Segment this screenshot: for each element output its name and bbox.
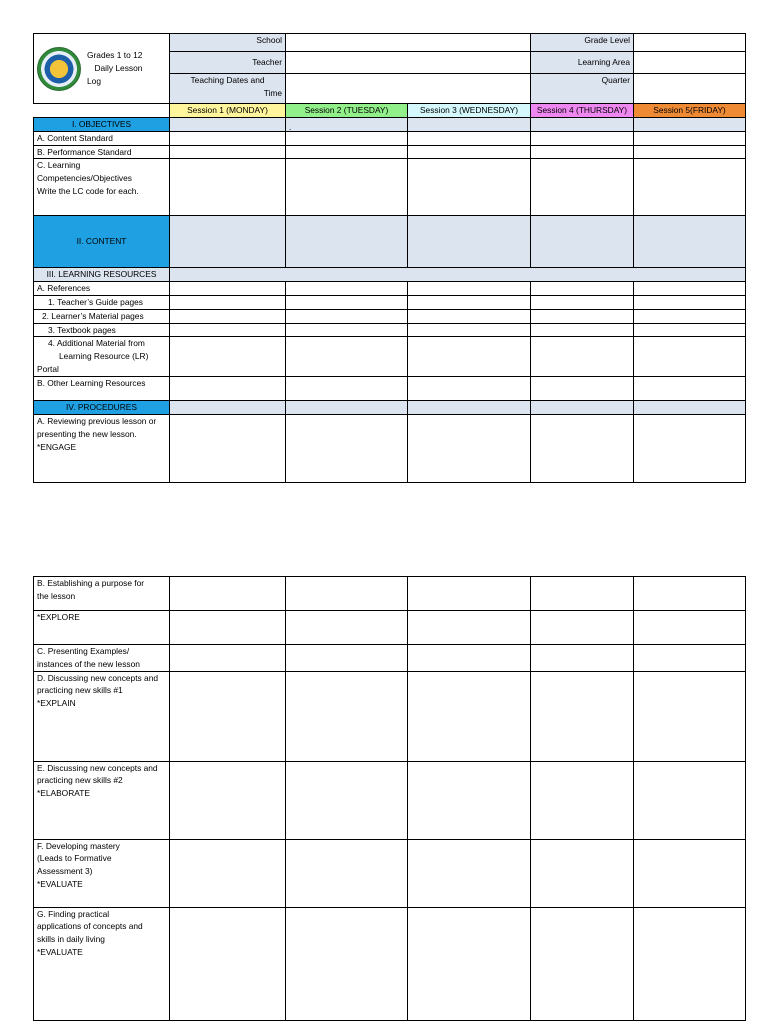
cell[interactable] [170, 337, 286, 377]
cell[interactable] [286, 839, 408, 907]
school-field[interactable] [286, 34, 531, 52]
session-3-header: Session 3 (WEDNESDAY) [408, 104, 531, 118]
cell[interactable] [531, 377, 634, 401]
cell[interactable] [408, 282, 531, 296]
teaching-dates-field[interactable] [286, 74, 531, 104]
cell[interactable] [408, 323, 531, 337]
cell[interactable] [634, 761, 746, 839]
competencies-line-1: C. Learning [37, 160, 81, 171]
cell[interactable] [170, 907, 286, 1020]
quarter-label: Quarter [531, 74, 634, 104]
cell[interactable] [634, 377, 746, 401]
procedures-gray-2 [286, 401, 408, 415]
content-cell-4[interactable] [531, 216, 634, 268]
learning-area-field[interactable] [634, 52, 746, 74]
explore-label: *EXPLORE [34, 611, 170, 645]
cell[interactable] [408, 671, 531, 761]
discussing-1-line-1: D. Discussing new concepts and [37, 672, 159, 683]
dll-table-page1 [33, 33, 746, 483]
cell[interactable] [408, 309, 531, 323]
competencies-line-2: Competencies/Objectives [37, 173, 132, 184]
cell[interactable] [408, 337, 531, 377]
learning-resources-bar [170, 268, 746, 282]
cell[interactable] [634, 839, 746, 907]
learning-resources-header: III. LEARNING RESOURCES [34, 268, 170, 282]
reviewing-line-3: *ENGAGE [37, 441, 77, 452]
cell[interactable] [634, 577, 746, 611]
practical-line-2: applications of concepts and [37, 921, 143, 932]
cell[interactable] [408, 761, 531, 839]
cell[interactable] [170, 645, 286, 672]
cell[interactable] [531, 611, 634, 645]
cell[interactable] [286, 377, 408, 401]
content-cell-1[interactable] [170, 216, 286, 268]
cell[interactable] [531, 337, 634, 377]
cell[interactable] [531, 309, 634, 323]
discussing-2-line-1: E. Discussing new concepts and [37, 762, 158, 773]
cell[interactable] [531, 671, 634, 761]
competencies-label [34, 159, 170, 216]
additional-line-1: 4. Additional Material from [48, 338, 145, 349]
establishing-label [34, 577, 170, 611]
cell[interactable] [170, 295, 286, 309]
practical-line-1: G. Finding practical [37, 908, 110, 919]
discussing-1-line-3: *EXPLAIN [37, 698, 76, 709]
cell[interactable] [634, 611, 746, 645]
title-line-2: Daily Lesson [94, 63, 143, 73]
references-label: A. References [34, 282, 170, 296]
additional-line-2: Learning Resource (LR) [59, 351, 149, 362]
session-header-blank [34, 104, 170, 118]
content-cell-3[interactable] [408, 216, 531, 268]
cell[interactable] [286, 577, 408, 611]
practical-line-3: skills in daily living [37, 934, 105, 945]
cell[interactable] [531, 159, 634, 216]
session-4-header: Session 4 (THURSDAY) [531, 104, 634, 118]
session-2-header: Session 2 (TUESDAY) [286, 104, 408, 118]
objectives-header: I. OBJECTIVES [34, 118, 170, 132]
reviewing-line-2: presenting the new lesson. [37, 428, 137, 439]
mastery-label [34, 839, 170, 907]
cell[interactable] [408, 839, 531, 907]
cell[interactable] [531, 577, 634, 611]
cell[interactable] [170, 611, 286, 645]
discussing-2-label [34, 761, 170, 839]
textbook-label: 3. Textbook pages [34, 323, 170, 337]
learning-area-label: Learning Area [531, 52, 634, 74]
cell[interactable] [286, 645, 408, 672]
cell[interactable] [286, 323, 408, 337]
cell[interactable] [286, 131, 408, 145]
cell[interactable] [170, 131, 286, 145]
procedures-gray-4 [531, 401, 634, 415]
presenting-label [34, 645, 170, 672]
content-standard-label: A. Content Standard [34, 131, 170, 145]
cell[interactable] [531, 282, 634, 296]
cell[interactable] [286, 611, 408, 645]
cell[interactable] [408, 295, 531, 309]
cell[interactable] [531, 645, 634, 672]
performance-standard-label: B. Performance Standard [34, 145, 170, 159]
teaching-dates-label-line2: Time [263, 87, 282, 98]
mastery-line-4: *EVALUATE [37, 878, 83, 889]
cell[interactable] [170, 159, 286, 216]
cell[interactable] [286, 295, 408, 309]
quarter-field[interactable] [634, 74, 746, 104]
procedures-gray-1 [170, 401, 286, 415]
procedures-gray-5 [634, 401, 746, 415]
grade-level-label: Grade Level [531, 34, 634, 52]
practical-line-4: *EVALUATE [37, 946, 83, 957]
cell[interactable] [170, 761, 286, 839]
session-1-header: Session 1 (MONDAY) [170, 104, 286, 118]
objectives-gray-3 [408, 118, 531, 132]
teaching-dates-label-line1: Teaching Dates and [190, 75, 265, 85]
cell[interactable] [634, 323, 746, 337]
cell[interactable] [408, 645, 531, 672]
cell[interactable] [634, 907, 746, 1020]
dot-mark: . [289, 121, 292, 132]
presenting-line-2: instances of the new lesson [37, 658, 140, 669]
cell[interactable] [408, 159, 531, 216]
teacher-field[interactable] [286, 52, 531, 74]
cell[interactable] [170, 415, 286, 483]
cell[interactable] [170, 145, 286, 159]
competencies-line-3: Write the LC code for each. [37, 185, 139, 196]
session-5-header: Session 5(FRIDAY) [634, 104, 746, 118]
cell[interactable] [170, 323, 286, 337]
reviewing-line-1: A. Reviewing previous lesson or [37, 416, 157, 427]
logo-title-cell [34, 34, 170, 104]
teaching-dates-label [170, 74, 286, 104]
practical-label [34, 907, 170, 1020]
cell[interactable] [170, 671, 286, 761]
cell[interactable] [531, 145, 634, 159]
content-header: II. CONTENT [34, 216, 170, 268]
cell[interactable] [170, 839, 286, 907]
content-cell-5[interactable] [634, 216, 746, 268]
other-resources-label: B. Other Learning Resources [34, 377, 170, 401]
objectives-gray-5 [634, 118, 746, 132]
cell[interactable] [531, 839, 634, 907]
mastery-line-2: (Leads to Formative [37, 853, 112, 864]
objectives-gray-4 [531, 118, 634, 132]
cell[interactable] [634, 415, 746, 483]
objectives-gray-2 [286, 118, 408, 132]
reviewing-label [34, 415, 170, 483]
cell[interactable] [286, 671, 408, 761]
teachers-guide-label: 1. Teacher’s Guide pages [34, 295, 170, 309]
cell[interactable] [634, 145, 746, 159]
mastery-line-3: Assessment 3) [37, 866, 93, 877]
cell[interactable] [408, 131, 531, 145]
cell[interactable] [634, 282, 746, 296]
teacher-label: Teacher [170, 52, 286, 74]
establishing-line-1: B. Establishing a purpose for [37, 578, 145, 588]
discussing-2-line-3: *ELABORATE [37, 788, 90, 799]
cell[interactable] [286, 159, 408, 216]
content-cell-2[interactable] [286, 216, 408, 268]
cell[interactable] [408, 377, 531, 401]
grade-level-field[interactable] [634, 34, 746, 52]
cell[interactable] [170, 309, 286, 323]
cell[interactable] [286, 761, 408, 839]
cell[interactable] [286, 145, 408, 159]
cell[interactable] [634, 645, 746, 672]
cell[interactable] [634, 131, 746, 145]
dll-table-page2 [33, 576, 746, 1021]
cell[interactable] [408, 577, 531, 611]
presenting-line-1: C. Presenting Examples/ [37, 646, 130, 656]
cell[interactable] [408, 611, 531, 645]
cell[interactable] [531, 761, 634, 839]
cell[interactable] [170, 577, 286, 611]
cell[interactable] [408, 907, 531, 1020]
establishing-line-2: the lesson [37, 590, 76, 601]
discussing-1-line-2: practicing new skills #1 [37, 685, 123, 696]
cell[interactable] [408, 415, 531, 483]
additional-line-3: Portal [37, 363, 59, 374]
mastery-line-1: F. Developing mastery [37, 840, 120, 851]
cell[interactable] [531, 323, 634, 337]
additional-material-label [34, 337, 170, 377]
cell[interactable] [286, 309, 408, 323]
title-line-1: Grades 1 to 12 [87, 50, 143, 60]
cell[interactable] [634, 337, 746, 377]
cell[interactable] [408, 145, 531, 159]
procedures-gray-3 [408, 401, 531, 415]
cell[interactable] [634, 159, 746, 216]
cell[interactable] [634, 671, 746, 761]
discussing-1-label [34, 671, 170, 761]
cell[interactable] [531, 415, 634, 483]
cell[interactable] [531, 131, 634, 145]
deped-seal-icon [37, 47, 81, 91]
cell[interactable] [531, 907, 634, 1020]
cell[interactable] [170, 377, 286, 401]
cell[interactable] [531, 295, 634, 309]
cell[interactable] [286, 907, 408, 1020]
cell[interactable] [170, 282, 286, 296]
procedures-header: IV. PROCEDURES [34, 401, 170, 415]
discussing-2-line-2: practicing new skills #2 [37, 775, 123, 786]
cell[interactable] [286, 415, 408, 483]
cell[interactable] [286, 282, 408, 296]
school-label: School [170, 34, 286, 52]
cell[interactable] [286, 337, 408, 377]
cell[interactable] [634, 295, 746, 309]
cell[interactable] [634, 309, 746, 323]
learners-material-label: 2. Learner’s Material pages [34, 309, 170, 323]
objectives-gray-1 [170, 118, 286, 132]
title-line-3: Log [87, 76, 101, 86]
